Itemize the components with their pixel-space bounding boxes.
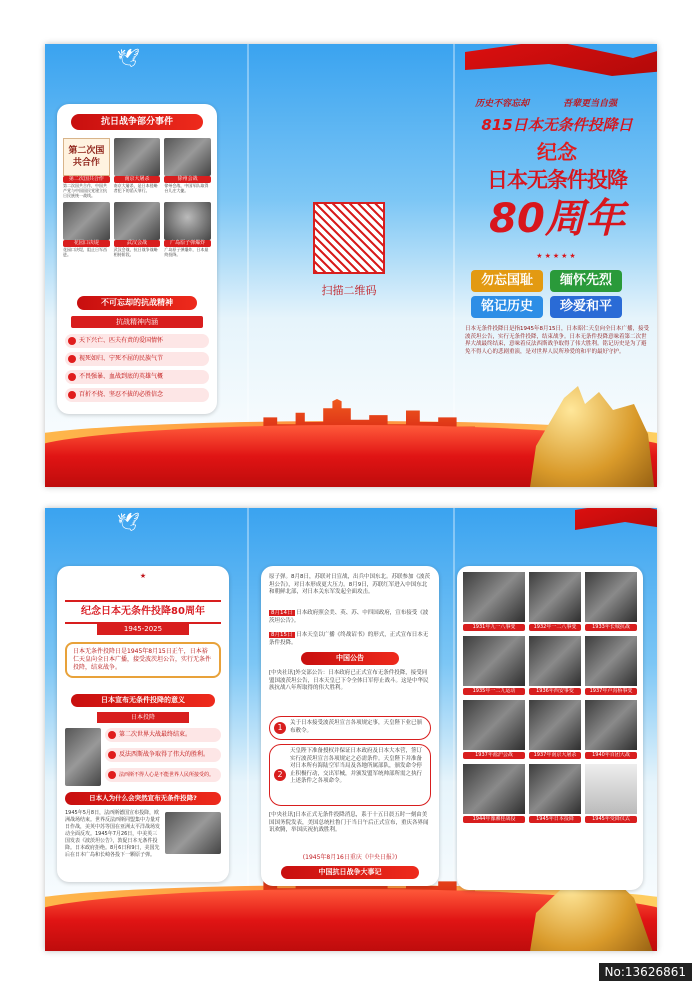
photo-huayuankou (63, 202, 110, 240)
brochure-inner-sheet (45, 508, 657, 951)
meaning-title: 日本宣布无条件投降的意义 (71, 694, 215, 707)
dove-icon: 🕊 (117, 512, 140, 533)
red-flag (575, 508, 657, 542)
notice-title: 中国公告 (301, 652, 399, 665)
surrender-title: 日本投降 (97, 712, 189, 723)
spirit-item: 视死如归、宁死不屈的民族气节 (65, 352, 209, 366)
point-1 (269, 716, 431, 740)
spirit-subtitle: 抗战精神内涵 (71, 316, 203, 328)
stars-row: ★★★★★ (536, 252, 578, 260)
intro-paragraph: 日本无条件投降日是指1945年8月15日，日本昭仁天皇向全日本广播，接受波茨坦公告，实行无条件投降，结束战争。日本无条件投降意味着第二次世界大战最终结束，意味着反法西斯战争取得了伟大胜利。铭记历史是为了避免不得人心的悲剧重演，是对世界人民所珍爱的和平的最好守护。 (465, 326, 649, 355)
news-paragraph: [中央社讯]日本正式无条件投降消息，系于十五日晨五时一刻由美国国务院发表，美国总统杜鲁门于当日午后正式宣布，重庆各界闻讯欢腾，举国庆祝抗战胜利。 (269, 812, 429, 833)
photo-caption: 南京大屠杀 (114, 176, 161, 183)
fold-line (247, 44, 249, 487)
date-entry-2 (269, 632, 431, 647)
tag-never-forget: 勿忘国耻 (471, 270, 543, 292)
meaning-item: 第二次世界大战最终结束。 (105, 728, 221, 742)
photo-text: 武汉会战，抗日战争战略相持阶段。 (113, 247, 158, 257)
title-surrender: 日本无条件投降 (487, 168, 627, 192)
intro-box: 日本无条件投降日是1945年8月15日正午，日本裕仁天皇向全日本广播，接受波茨坦公告，实行无条件投降，结束战争。 (65, 642, 221, 678)
photo-text: 花园口决堤，阻止日军西进。 (63, 247, 107, 257)
timeline-photo (463, 636, 525, 686)
timeline-caption: 1937年淞沪会战 (463, 752, 525, 759)
timeline-caption: 1944年豫湘桂战役 (463, 816, 525, 823)
slogan-right: 吾辈更当自强 (563, 99, 618, 109)
photo-nanjing (114, 138, 161, 176)
history-card (261, 566, 439, 886)
signature: (1945年8月16日重庆《中央日报》) (302, 854, 398, 861)
photo-xuzhou (164, 138, 211, 176)
tag-remember-martyrs: 缅怀先烈 (550, 270, 622, 292)
point-2 (269, 744, 431, 806)
brochure-outer-sheet (45, 44, 657, 487)
watermark-id: No:13626861 (599, 963, 692, 981)
banner-title: 纪念日本无条件投降80周年 (65, 600, 221, 624)
point-text: 天皇陛下准备授权并保证日本政府及日本大本营，签订实行波茨坦宣言各项规定之必需条件。天皇陛下并准备对日本所有海陆空军当局及各地所属部队，颁发命令停止积极行动，交出军械，并颁发盟军统帅部所需之执行上述条件之各项命令。 (290, 748, 423, 784)
title-80-years: 80周年 (489, 196, 625, 242)
title-commemorate: 纪念 (537, 140, 577, 164)
timeline-caption: 1937年卢沟桥事变 (585, 688, 637, 695)
qr-code-placeholder[interactable] (313, 202, 385, 274)
photo-text: 第二次国共合作，中国共产党与中国国民党建立抗日民族统一战线。 (63, 183, 107, 198)
photo-hiroshima (164, 202, 211, 240)
ceremony-photo (165, 812, 221, 854)
tag-cherish-peace: 珍爱和平 (550, 296, 622, 318)
newspaper-photo (585, 764, 637, 814)
date-text: 日本天皇以广播《终战诏书》的形式，正式宣布日本无条件投降。 (269, 632, 429, 646)
photo-caption: 广岛原子弹爆炸 (164, 240, 211, 247)
timeline-caption: 1940年百团大战 (585, 752, 637, 759)
surrender-photo (65, 728, 101, 786)
date-text: 日本政府照会美、英、苏、中四国政府，宣布接受《波茨坦公告》。 (269, 610, 429, 624)
meaning-card (57, 566, 229, 882)
timeline-photo (529, 636, 581, 686)
meaning-item: 法西斯不得人心是不能世界人民所接受的。 (105, 768, 221, 782)
tag-remember-history: 铭记历史 (471, 296, 543, 318)
spirit-item: 不畏强暴、血战到底的英雄气概 (65, 370, 209, 384)
photo-caption: 花园口决堤 (63, 240, 110, 247)
timeline-photo (529, 764, 581, 814)
intro-paragraph: 原子弹。8月8日，苏联对日宣战，出兵中国东北。苏联参加《波茨坦公告》，对日本形成更大压力。8月9日，苏联红军进入中国东北和朝鲜北部，对日本关东军发起全面攻击。 (269, 574, 431, 595)
photo-caption: 徐州会战 (164, 176, 211, 183)
why-title: 日本人为什么会突然宣布无条件投降? (65, 792, 221, 805)
timeline-photo (529, 700, 581, 750)
timeline-photo (463, 700, 525, 750)
banner-years: 1945-2025 (97, 624, 189, 635)
date-badge: 8月14日 (271, 610, 293, 616)
dove-icon: 🕊 (117, 48, 140, 69)
timeline-caption: 1945年日本投降 (529, 816, 581, 823)
qr-label: 扫描二维码 (321, 284, 377, 297)
photo-caption: 第二次国共合作 (63, 176, 110, 183)
slogan-left: 历史不容忘却 (475, 99, 530, 109)
timeline-caption: 1936年西安事变 (529, 688, 581, 695)
timeline-caption: 1937年南京大屠杀 (529, 752, 581, 759)
date-badge: 8月15日 (271, 632, 293, 638)
timeline-caption: 1945年受降仪式 (585, 816, 637, 823)
photo-wuhan (114, 202, 161, 240)
events-card (57, 104, 217, 414)
star-emblem: ★ (139, 572, 147, 580)
timeline-photo (463, 572, 525, 622)
notice-text: [中央社讯]外交部公告：日本政府已正式宣布无条件投降，接受同盟国波茨坦公告，日本天皇已下令全体日军停止战斗。这是中华民族抗战八年所取得的伟大胜利。 (269, 670, 429, 691)
photo-text: 广岛原子弹爆炸，日本最终投降。 (164, 247, 209, 257)
spirit-item: 天下兴亡、匹夫有责的爱国情怀 (65, 334, 209, 348)
red-flag (465, 44, 657, 94)
timeline-caption: 1935年一二九运动 (463, 688, 525, 695)
timeline-caption: 1931年九一八事变 (463, 624, 525, 631)
spirit-title: 不可忘却的抗战精神 (77, 296, 197, 310)
meaning-item: 反法西斯战争取得了伟大的胜利。 (105, 748, 221, 762)
timeline-photo (463, 764, 525, 814)
date-entry-1 (269, 610, 431, 625)
photo-joint-cooperation: 第二次国共合作 (63, 138, 110, 176)
photo-caption: 武汉会战 (114, 240, 161, 247)
timeline-caption: 1932年一二八事变 (529, 624, 581, 631)
fold-line (247, 508, 249, 951)
title-date: 815日本无条件投降日 (481, 116, 633, 134)
section-title: 抗日战争部分事件 (71, 114, 203, 130)
point-text: 关于日本接受波茨坦宣言各项规定事，天皇陛下业已颁布敕令。 (290, 720, 423, 734)
timeline-card (457, 566, 643, 890)
timeline-photo (585, 700, 637, 750)
photo-text: 南京大屠杀，是日本侵略者犯下的滔天罪行。 (113, 183, 158, 193)
photo-text: 徐州会战，中国军队取得台儿庄大捷。 (164, 183, 209, 193)
number-badge-1: 1 (274, 722, 286, 734)
timeline-caption: 1933年长城抗战 (585, 624, 637, 631)
spirit-item: 百折不挠、坚忍不拔的必胜信念 (65, 388, 209, 402)
timeline-photo (529, 572, 581, 622)
events-title: 中国抗日战争大事记 (281, 866, 419, 879)
number-badge-2: 2 (274, 769, 286, 781)
why-text: 1945年5月8日，法西斯德国宣布投降，欧洲战场结束。世界反法西斯同盟集中力量对日作战，美英中苏等国在亚洲太平洋战场发动全面反攻。1945年7月26日，中美英三国发表《波茨坦公告》，敦促日本无条件投降。日本政府拒绝。8月6日和9日，美国先后在日本广岛和长崎各投下一颗原子弹。 (65, 810, 161, 858)
timeline-photo (585, 572, 637, 622)
timeline-photo (585, 636, 637, 686)
